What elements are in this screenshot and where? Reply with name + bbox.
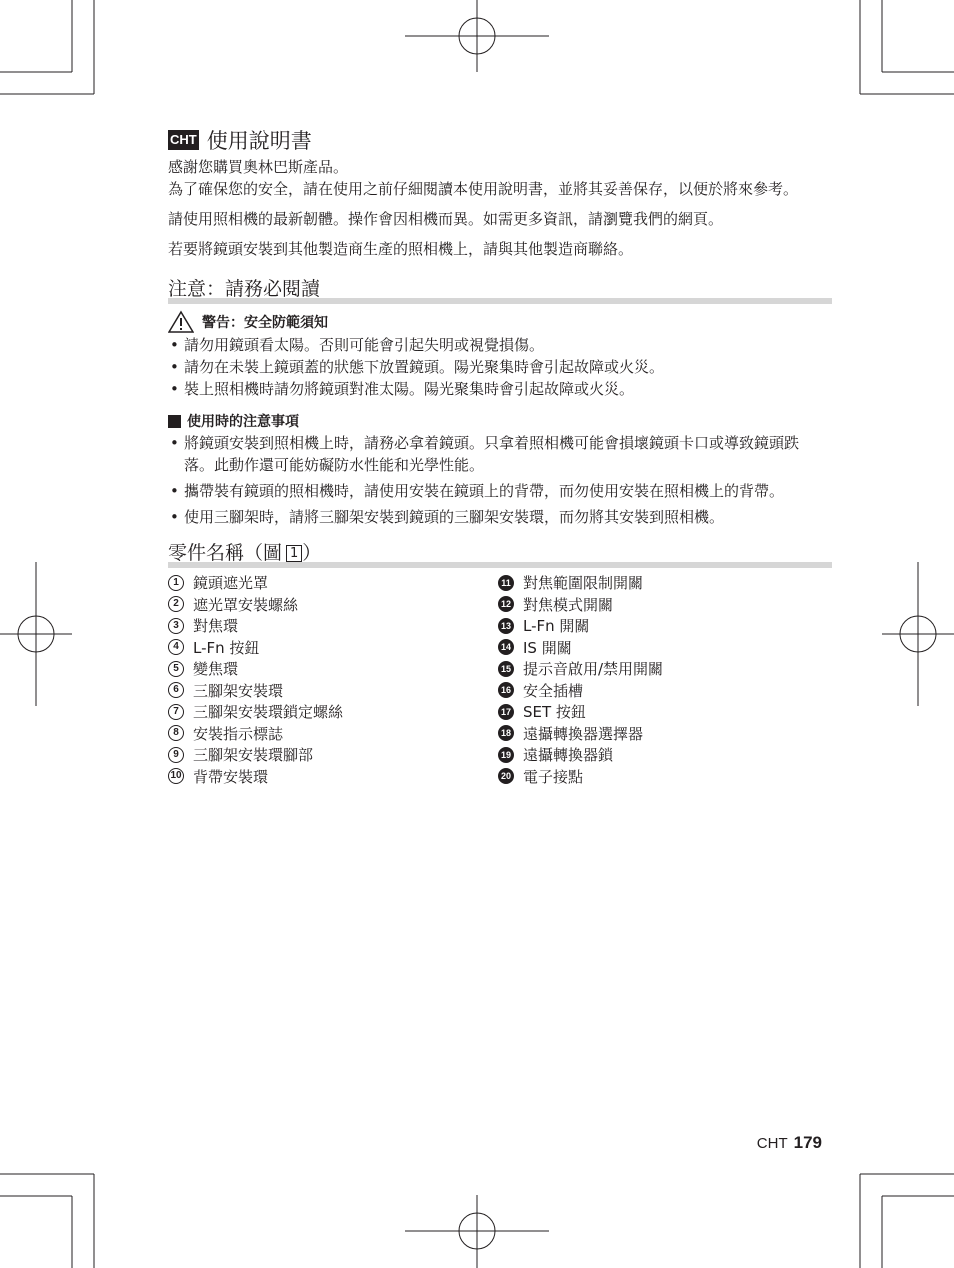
- part-item: [168, 637, 498, 659]
- list-item: • 裝上照相機時請勿將鏡頭對准太陽。陽光聚集時會引起故障或火災。: [168, 378, 828, 400]
- part-label: IS 開關: [523, 638, 572, 657]
- list-item: • 將鏡頭安裝到照相機上時，請務必拿着鏡頭。只拿着照相機可能會損壞鏡頭卡口或導致鏡頭跌落。此動作還可能妨礙防水性能和光學性能。: [168, 432, 828, 476]
- part-label: 對焦範圍限制開關: [523, 574, 644, 593]
- part-item: [168, 572, 498, 594]
- part-item: [498, 572, 828, 594]
- parts-column-right: [498, 572, 828, 787]
- part-item: [498, 637, 828, 659]
- part-item: [498, 723, 828, 745]
- list-item: • 請勿用鏡頭看太陽。否則可能會引起失明或視覺損傷。: [168, 334, 828, 356]
- part-number-badge: 4: [168, 639, 184, 655]
- part-number-badge: 17: [498, 704, 514, 720]
- part-number-badge: 14: [498, 639, 514, 655]
- part-item: [498, 701, 828, 723]
- part-label: 變焦環: [193, 660, 239, 679]
- part-label: 遠攝轉換器鎖: [523, 746, 614, 765]
- warning-title-row: [168, 310, 828, 334]
- usage-title: 使用時的注意事項: [187, 414, 299, 430]
- intro-paragraph-3: 請使用照相機的最新韌體。操作會因相機而異。如需更多資訊，請瀏覽我們的網頁。: [168, 210, 724, 228]
- page-number: 179: [793, 1133, 822, 1152]
- manual-page: [168, 124, 828, 787]
- caution-heading: 注意：請務必閱讀: [168, 278, 321, 300]
- part-number-badge: 12: [498, 596, 514, 612]
- part-item: [168, 680, 498, 702]
- part-label: SET 按鈕: [523, 703, 586, 722]
- parts-column-left: [168, 572, 498, 787]
- part-label: 提示音啟用/禁用開關: [523, 660, 664, 679]
- part-number-badge: 1: [168, 575, 184, 591]
- warning-list: [168, 334, 828, 400]
- intro-paragraph-2: 為了確保您的安全，請在使用之前仔細閱讀本使用說明書，並將其妥善保存，以便於將來參考。: [168, 180, 799, 198]
- part-label: 背帶安裝環: [193, 767, 269, 786]
- part-item: [168, 594, 498, 616]
- part-number-badge: 5: [168, 661, 184, 677]
- part-number-badge: 7: [168, 704, 184, 720]
- part-number-badge: 2: [168, 596, 184, 612]
- part-label: 遠攝轉換器選擇器: [523, 724, 644, 743]
- part-number-badge: 15: [498, 661, 514, 677]
- part-label: 三腳架安裝環鎖定螺絲: [193, 703, 344, 722]
- intro-paragraph-4: 若要將鏡頭安裝到其他製造商生產的照相機上，請與其他製造商聯絡。: [168, 240, 634, 258]
- part-item: [168, 766, 498, 788]
- parts-heading-close: ）: [302, 542, 322, 564]
- part-label: 對焦模式開關: [523, 595, 614, 614]
- list-item: • 攜帶裝有鏡頭的照相機時，請使用安裝在鏡頭上的背帶，而勿使用安裝在照相機上的背帶。: [168, 480, 828, 502]
- part-number-badge: 11: [498, 575, 514, 591]
- part-item: [498, 680, 828, 702]
- part-label: 電子接點: [523, 767, 584, 786]
- parts-heading-block: [168, 542, 828, 568]
- part-label: 對焦環: [193, 617, 239, 636]
- warning-triangle-icon: [168, 310, 194, 334]
- part-number-badge: 13: [498, 618, 514, 634]
- language-badge: CHT: [168, 130, 199, 150]
- part-number-badge: 20: [498, 768, 514, 784]
- part-label: 三腳架安裝環腳部: [193, 746, 314, 765]
- title-row: [168, 124, 828, 156]
- parts-list: [168, 572, 828, 787]
- page-title: 使用說明書: [206, 129, 312, 153]
- part-label: 安裝指示標誌: [193, 724, 284, 743]
- usage-title-row: [168, 410, 828, 432]
- part-number-badge: 19: [498, 747, 514, 763]
- part-item: [498, 594, 828, 616]
- page-footer: [757, 1133, 822, 1153]
- part-item: [498, 615, 828, 637]
- part-number-badge: 10: [168, 768, 184, 784]
- part-item: [168, 615, 498, 637]
- part-label: 三腳架安裝環: [193, 681, 284, 700]
- square-bullet-icon: [168, 415, 181, 428]
- part-item: [168, 723, 498, 745]
- part-item: [168, 658, 498, 680]
- part-label: 安全插槽: [523, 681, 584, 700]
- list-item: • 請勿在未裝上鏡頭蓋的狀態下放置鏡頭。陽光聚集時會引起故障或火災。: [168, 356, 828, 378]
- list-item: • 使用三腳架時，請將三腳架安裝到鏡頭的三腳架安裝環，而勿將其安裝到照相機。: [168, 506, 828, 528]
- part-item: [168, 701, 498, 723]
- part-item: [498, 766, 828, 788]
- part-number-badge: 6: [168, 682, 184, 698]
- part-number-badge: 9: [168, 747, 184, 763]
- part-item: [498, 744, 828, 766]
- part-number-badge: 18: [498, 725, 514, 741]
- figure-reference: 1: [286, 545, 302, 562]
- footer-language: CHT: [756, 1135, 788, 1152]
- caution-heading-block: [168, 278, 828, 304]
- part-label: 遮光罩安裝螺絲: [193, 595, 299, 614]
- part-label: L-Fn 按鈕: [193, 638, 260, 657]
- parts-heading-text: 零件名稱（圖: [168, 542, 283, 564]
- usage-list: [168, 432, 828, 528]
- parts-heading: [168, 542, 321, 564]
- part-item: [168, 744, 498, 766]
- part-number-badge: 8: [168, 725, 184, 741]
- part-label: 鏡頭遮光罩: [193, 574, 269, 593]
- part-number-badge: 16: [498, 682, 514, 698]
- intro-paragraph-1: 感謝您購買奧林巴斯產品。: [168, 158, 349, 176]
- part-item: [498, 658, 828, 680]
- part-label: L-Fn 開關: [523, 617, 590, 636]
- part-number-badge: 3: [168, 618, 184, 634]
- warning-title: 警告：安全防範須知: [202, 315, 328, 331]
